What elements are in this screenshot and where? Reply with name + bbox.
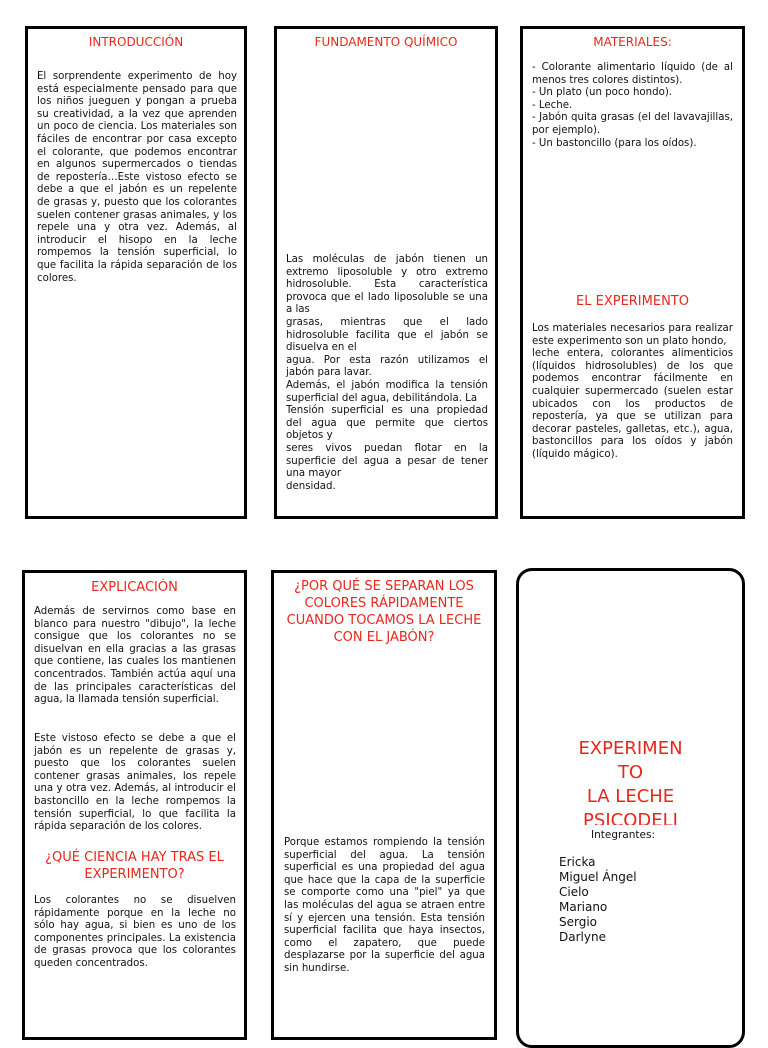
members-list: [559, 855, 637, 945]
fundamento-title: FUNDAMENTO QUÍMICO: [314, 35, 458, 49]
list-item: - Jabón quita grasas (el del lavavajillas, por ejemplo).: [532, 112, 733, 136]
panel-portada: [516, 568, 745, 1048]
ciencia-body: Los colorantes no se disuelven rápidamente porque en la leche no sólo hay agua, si bien es uno de los componentes principales. La existencia de grasas provoca que los colorantes queden concentrados.: [34, 895, 236, 969]
panel-introduccion: [25, 26, 247, 519]
panel-explicacion: [22, 570, 247, 1040]
list-item: Ericka: [559, 855, 596, 869]
panel-porque: [271, 570, 497, 1040]
ciencia-title: ¿QUÉ CIENCIA HAY TRAS EL EXPERIMENTO?: [45, 850, 224, 882]
list-item: Mariano: [559, 900, 608, 914]
introduccion-title: INTRODUCCIÓN: [88, 35, 184, 49]
cover-title: [519, 737, 742, 825]
cover-title-line: LA LECHE: [586, 786, 675, 807]
list-item: - Leche.: [532, 99, 573, 111]
list-item: - Colorante alimentario líquido (de al menos tres colores distintos).: [532, 62, 733, 86]
cover-title-line: PSICODELI: [583, 810, 678, 825]
list-item: Darlyne: [559, 930, 606, 944]
integrantes-label: Integrantes:: [591, 829, 655, 841]
list-item: Cielo: [559, 885, 589, 899]
list-item: Miguel Ángel: [559, 870, 637, 884]
experimento-title: EL EXPERIMENTO: [576, 294, 689, 309]
panel-fundamento: [274, 26, 498, 519]
experimento-body: Los materiales necesarios para realizar este experimento son un plato hondo, leche entera, colorantes alimenticios (líquidos hidrosolubles) de los que podemos encontrar fácilmente en cualquier supermercado (suelen estar ubicados con los productos de repostería, ya que se utilizan para decorar pasteles, galletas, etc.), agua, bastoncillos para los oídos y jabón (líquido mágico).: [532, 323, 733, 460]
list-item: - Un plato (un poco hondo).: [532, 87, 673, 99]
materiales-list: [532, 62, 733, 150]
explicacion-body-1: Además de servirnos como base en blanco para nuestro "dibujo", la leche consigue que los colorantes no se disuelvan en ella gracias a las grasas que contiene, las cuales los mantienen concentrados. También actúa aquí una de las principales características del agua, la llamada tensión superficial.: [34, 606, 236, 706]
panel-materiales: [520, 26, 745, 519]
fundamento-body: Las moléculas de jabón tienen un extremo liposoluble y otro extremo hidrosoluble. Esta característica provoca que el lado liposoluble se una a las grasas, mientras que el lado hidrosoluble facilita que el jabón se disuelva en el agua. Por esta razón utilizamos el jabón para lavar. Además, el jabón modifica la tensión superficial del agua, debilitándola. La Tensión superficial es una propiedad del agua que permite que ciertos objetos y seres vivos puedan flotar en la superficie del agua a pesar de tener una mayor densidad.: [286, 254, 488, 492]
introduccion-body: El sorprendente experimento de hoy está especialmente pensado para que los niños jueguen y pongan a prueba su creatividad, a la vez que aprenden un poco de ciencia. Los materiales son fáciles de encontrar por casa excepto el colorante, que podemos encontrar en algunos supermercados o tiendas de repostería…Este vistoso efecto se debe a que el jabón es un repelente de grasas y, puesto que los colorantes suelen contener grasas animales, y los repele una y otra vez. Además, al introducir el hisopo en la leche rompemos la tensión superficial, lo que facilita la rápida separación de los colores.: [37, 71, 237, 284]
porque-body: Porque estamos rompiendo la tensión superficial del agua. La tensión superficial es una propiedad del agua que hace que la capa de la superficie se comporte como una "piel" ya que las moléculas del agua se atraen entre sí y ejercen una tensión. Esta tensión superficial facilita que haya insectos, como el zapatero, que puede desplazarse por la superficie del agua sin hundirse.: [284, 837, 485, 974]
list-item: - Un bastoncillo (para los oídos).: [532, 137, 697, 149]
porque-title: ¿POR QUÉ SE SEPARAN LOS COLORES RÁPIDAMENTE CUANDO TOCAMOS LA LECHE CON EL JABÓN?: [286, 579, 482, 645]
materiales-title: MATERIALES:: [593, 35, 672, 49]
explicacion-body-2: Este vistoso efecto se debe a que el jabón es un repelente de grasas y, puesto que los colorantes suelen contener grasas animales, los repele una y otra vez. Además, al introducir el bastoncillo en la leche rompemos la tensión superficial, lo que facilita la rápida separación de los colores.: [34, 733, 236, 833]
cover-title-line: TO: [617, 762, 644, 783]
explicacion-title: EXPLICACIÓN: [91, 580, 178, 595]
list-item: Sergio: [559, 915, 598, 929]
cover-title-line: EXPERIMEN: [578, 738, 683, 759]
